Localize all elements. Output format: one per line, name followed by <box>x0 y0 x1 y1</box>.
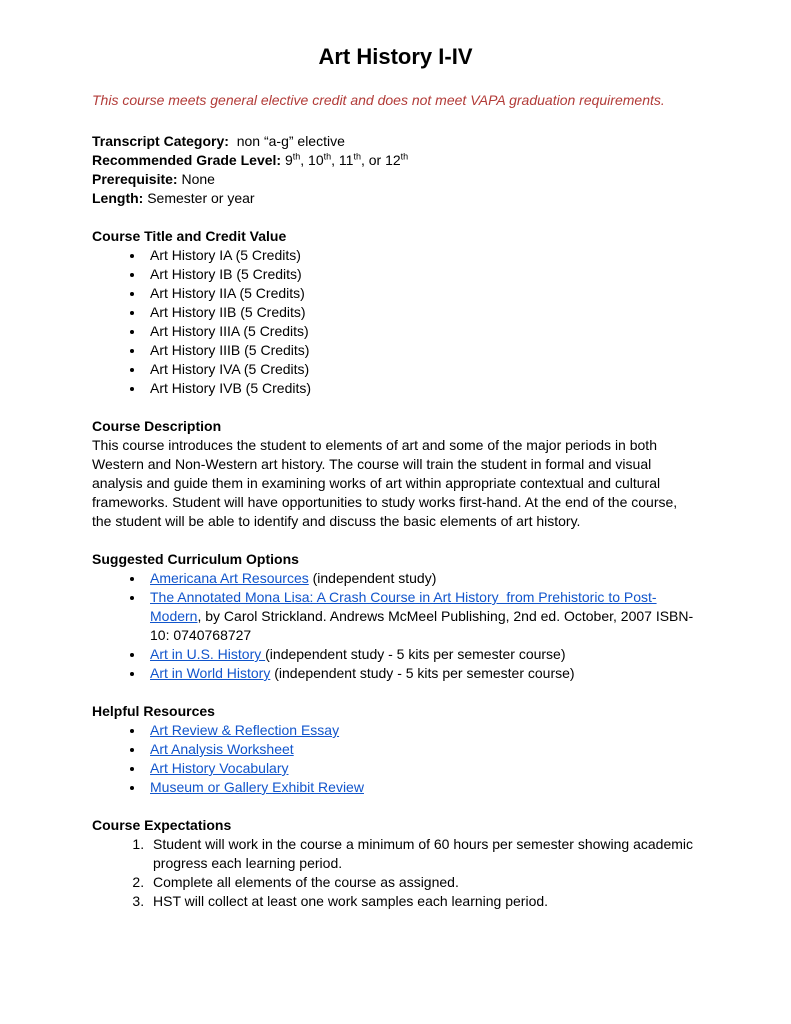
curriculum-link-americana-art-resources[interactable]: Americana Art Resources <box>150 570 309 586</box>
transcript-category-label: Transcript Category: <box>92 133 229 149</box>
resource-item <box>145 721 699 740</box>
description-heading: Course Description <box>92 418 222 434</box>
credit-item: • Art History IA (5 Credits) <box>145 246 699 265</box>
grade-text: , or 12 <box>360 152 401 168</box>
curriculum-item <box>145 664 699 683</box>
credit-item: • Art History IIB (5 Credits) <box>145 303 699 322</box>
credits-list <box>92 246 699 398</box>
transcript-category-line <box>92 132 699 151</box>
resource-item <box>145 778 699 797</box>
credit-item: • Art History IVA (5 Credits) <box>145 360 699 379</box>
curriculum-item-text: (independent study - 5 kits per semester course) <box>270 665 575 681</box>
curriculum-item-text: (independent study) <box>308 570 437 586</box>
credit-item: • Art History IB (5 Credits) <box>145 265 699 284</box>
curriculum-link-art-in-us-history[interactable]: Art in U.S. History <box>150 646 266 662</box>
curriculum-list <box>92 569 699 683</box>
prerequisite-label: Prerequisite: <box>92 171 178 187</box>
resources-list <box>92 721 699 797</box>
curriculum-heading: Suggested Curriculum Options <box>92 551 299 567</box>
grade-text: , 11 <box>331 152 354 168</box>
grade-superscript: th <box>353 151 361 162</box>
credits-heading: Course Title and Credit Value <box>92 228 287 244</box>
curriculum-item-text: (independent study - 5 kits per semester course) <box>265 646 566 662</box>
resource-link-art-history-vocabulary[interactable]: Art History Vocabulary <box>150 760 289 776</box>
resource-link-art-review-reflection-essay[interactable]: Art Review & Reflection Essay <box>150 722 340 738</box>
curriculum-item <box>145 588 699 645</box>
resource-item <box>145 740 699 759</box>
expectations-list <box>92 835 699 911</box>
course-description-text: This course introduces the student to elements of art and some of the major periods in both Western and Non-Western art history. The course will train the student in formal and visual analysis and guide them in examining works of art within appropriate contextual and cultural frameworks. Student will have opportunities to study works first-hand. At the end of the course, the student will be able to identify and discuss the basic elements of art history. <box>92 437 678 529</box>
expectations-heading: Course Expectations <box>92 817 232 833</box>
expectation-item: 1. Student will work in the course a minimum of 60 hours per semester showing academic progress each learning period. <box>148 835 699 873</box>
transcript-category-value: non “a-g” elective <box>228 133 345 149</box>
resource-link-art-analysis-worksheet[interactable]: Art Analysis Worksheet <box>150 741 294 757</box>
grade-superscript: th <box>400 151 409 162</box>
prerequisite-line <box>92 170 699 189</box>
length-value: Semester or year <box>143 190 255 206</box>
resources-heading: Helpful Resources <box>92 703 215 719</box>
length-line <box>92 189 699 208</box>
credit-item: • Art History IIIB (5 Credits) <box>145 341 699 360</box>
curriculum-link-art-in-world-history[interactable]: Art in World History <box>150 665 271 681</box>
resource-item <box>145 759 699 778</box>
resource-link-museum-gallery-exhibit-review[interactable]: Museum or Gallery Exhibit Review <box>150 779 364 795</box>
credit-item: • Art History IIIA (5 Credits) <box>145 322 699 341</box>
grade-text: 9 <box>281 152 293 168</box>
expectation-item: 2. Complete all elements of the course as assigned. <box>148 873 699 892</box>
grade-level-label: Recommended Grade Level: <box>92 152 282 168</box>
page-title: Art History I-IV <box>318 44 473 69</box>
expectation-item: 3. HST will collect at least one work samples each learning period. <box>148 892 699 911</box>
grade-text: , 10 <box>300 152 324 168</box>
credit-item: • Art History IVB (5 Credits) <box>145 379 699 398</box>
curriculum-link-annotated-mona-lisa[interactable]: The Annotated Mona Lisa: A Crash Course in Art History from Prehistoric to Post-Modern <box>150 589 657 624</box>
grade-level-value <box>281 152 408 168</box>
curriculum-item <box>145 645 699 664</box>
prerequisite-value: None <box>177 171 215 187</box>
length-label: Length: <box>92 190 144 206</box>
notice-text: This course meets general elective credit and does not meet VAPA graduation requirements. <box>92 92 665 108</box>
curriculum-item <box>145 569 699 588</box>
grade-superscript: th <box>323 151 332 162</box>
grade-superscript: th <box>292 151 301 162</box>
curriculum-item-text: , by Carol Strickland. Andrews McMeel Publishing, 2nd ed. October, 2007 ISBN-10: 0740768727 <box>150 608 694 643</box>
credit-item: • Art History IIA (5 Credits) <box>145 284 699 303</box>
grade-level-line <box>92 151 699 170</box>
course-details <box>92 132 699 208</box>
